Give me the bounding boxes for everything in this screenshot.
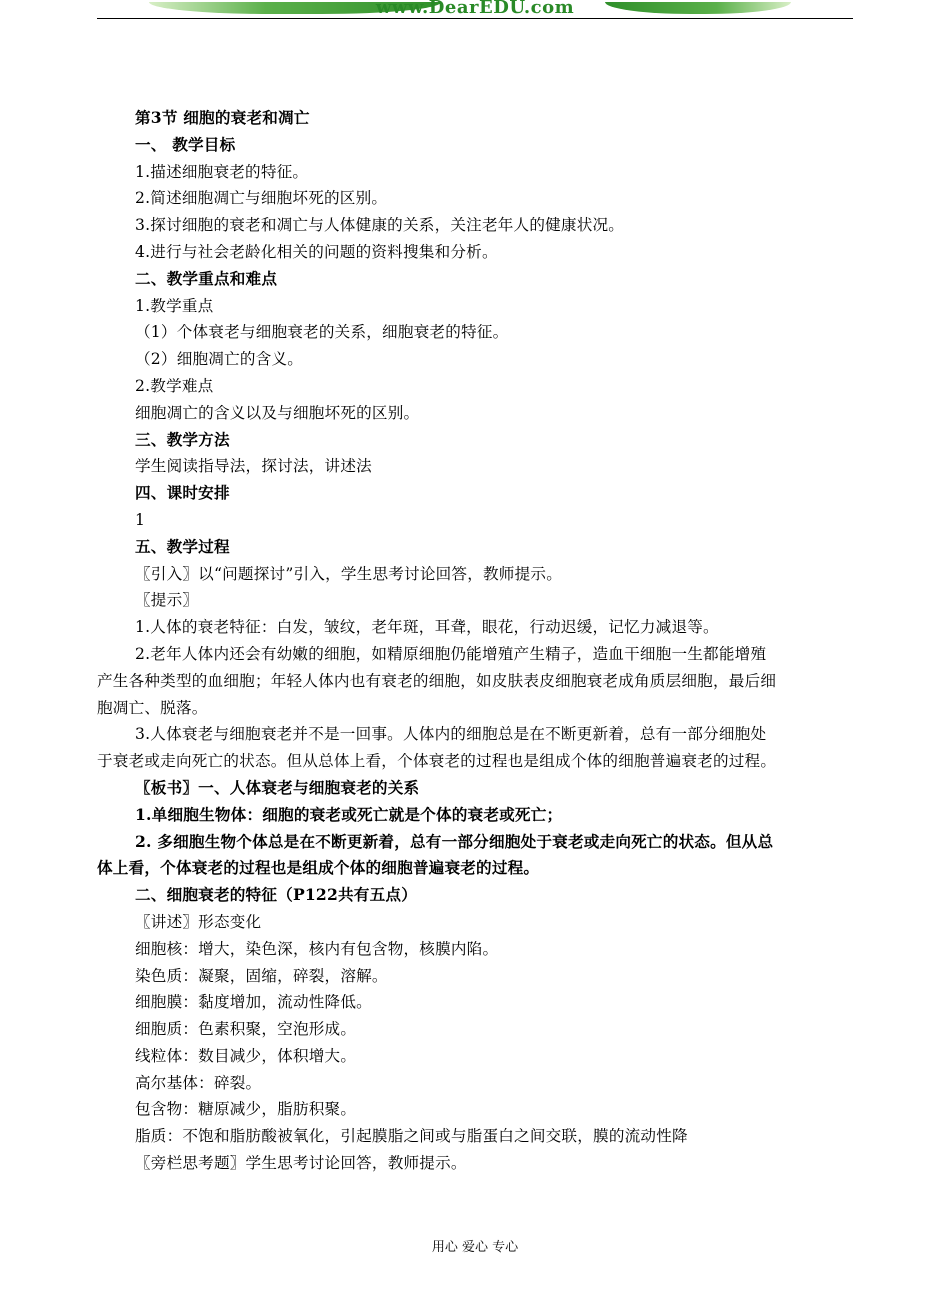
text-line: 学生阅读指导法，探讨法，讲述法 bbox=[135, 457, 372, 476]
text-line: 3.探讨细胞的衰老和凋亡与人体健康的关系，关注老年人的健康状况。 bbox=[135, 216, 625, 235]
text-line: 〖讲述〗形态变化 bbox=[135, 912, 262, 931]
heading-line: 五、教学过程 bbox=[135, 536, 230, 556]
page-header bbox=[97, 0, 853, 22]
text-line: 2.教学难点 bbox=[135, 376, 214, 395]
heading-line: 二、细胞衰老的特征（P122共有五点） bbox=[135, 885, 417, 905]
header-leaf-decoration-right bbox=[605, 2, 791, 14]
text-line: 〖旁栏思考题〗学生思考讨论回答，教师提示。 bbox=[135, 1154, 467, 1173]
text-line: 于衰老或走向死亡的状态。但从总体上看，个体衰老的过程也是组成个体的细胞普遍衰老的过程。 bbox=[97, 752, 777, 771]
heading-line: 体上看，个体衰老的过程也是组成个体的细胞普遍衰老的过程。 bbox=[97, 858, 540, 878]
text-line: （2）细胞凋亡的含义。 bbox=[135, 350, 304, 369]
text-line: 细胞质：色素积聚，空泡形成。 bbox=[135, 1020, 357, 1039]
text-line: 1.描述细胞衰老的特征。 bbox=[135, 162, 309, 181]
document-body bbox=[97, 105, 855, 1177]
heading-line: 四、课时安排 bbox=[135, 483, 230, 503]
heading-line: 〖板书〗一、人体衰老与细胞衰老的关系 bbox=[135, 777, 420, 797]
text-line: 脂质：不饱和脂肪酸被氧化，引起膜脂之间或与脂蛋白之间交联，膜的流动性降 bbox=[135, 1127, 688, 1146]
text-line: 〖引入〗以“问题探讨”引入，学生思考讨论回答，教师提示。 bbox=[135, 564, 562, 583]
heading-line: 第3节 细胞的衰老和凋亡 bbox=[135, 108, 310, 127]
text-line: 细胞核：增大，染色深，核内有包含物，核膜内陷。 bbox=[135, 939, 499, 958]
text-line: 〖提示〗 bbox=[135, 591, 199, 610]
heading-line: 1.单细胞生物体：细胞的衰老或死亡就是个体的衰老或死亡； bbox=[135, 804, 563, 824]
text-line: 2.老年人体内还会有幼嫩的细胞，如精原细胞仍能增殖产生精子，造血干细胞一生都能增殖 bbox=[135, 644, 767, 663]
text-line: 细胞凋亡的含义以及与细胞坏死的区别。 bbox=[135, 403, 420, 422]
text-line: 3.人体衰老与细胞衰老并不是一回事。人体内的细胞总是在不断更新着，总有一部分细胞处 bbox=[135, 725, 767, 744]
text-line: 1 bbox=[135, 510, 146, 529]
heading-line: 三、教学方法 bbox=[135, 429, 230, 449]
header-logo: www.DearEDU.com bbox=[375, 0, 575, 18]
text-line: 高尔基体：碎裂。 bbox=[135, 1073, 262, 1092]
heading-line: 一、 教学目标 bbox=[135, 134, 236, 154]
text-line: 产生各种类型的血细胞；年轻人体内也有衰老的细胞，如皮肤表皮细胞衰老成角质层细胞，最后细 bbox=[97, 671, 777, 690]
text-line: 包含物：糖原减少，脂肪积聚。 bbox=[135, 1100, 357, 1119]
heading-line: 2. 多细胞生物个体总是在不断更新着，总有一部分细胞处于衰老或走向死亡的状态。但从总 bbox=[135, 831, 774, 851]
text-line: 细胞膜：黏度增加，流动性降低。 bbox=[135, 993, 372, 1012]
text-line: 4.进行与社会老龄化相关的问题的资料搜集和分析。 bbox=[135, 242, 498, 261]
page-footer: 用心 爱心 专心 bbox=[431, 1240, 519, 1255]
header-rule bbox=[97, 18, 853, 19]
text-line: 胞凋亡、脱落。 bbox=[97, 698, 208, 717]
text-line: 染色质：凝聚，固缩，碎裂，溶解。 bbox=[135, 966, 388, 985]
text-line: 线粒体：数目减少，体积增大。 bbox=[135, 1046, 357, 1065]
text-line: 1.人体的衰老特征：白发，皱纹，老年斑，耳聋，眼花，行动迟缓，记忆力减退等。 bbox=[135, 618, 719, 637]
heading-line: 二、教学重点和难点 bbox=[135, 268, 278, 288]
text-line: 1.教学重点 bbox=[135, 296, 214, 315]
text-line: 2.简述细胞凋亡与细胞坏死的区别。 bbox=[135, 189, 388, 208]
text-line: （1）个体衰老与细胞衰老的关系，细胞衰老的特征。 bbox=[135, 323, 509, 342]
